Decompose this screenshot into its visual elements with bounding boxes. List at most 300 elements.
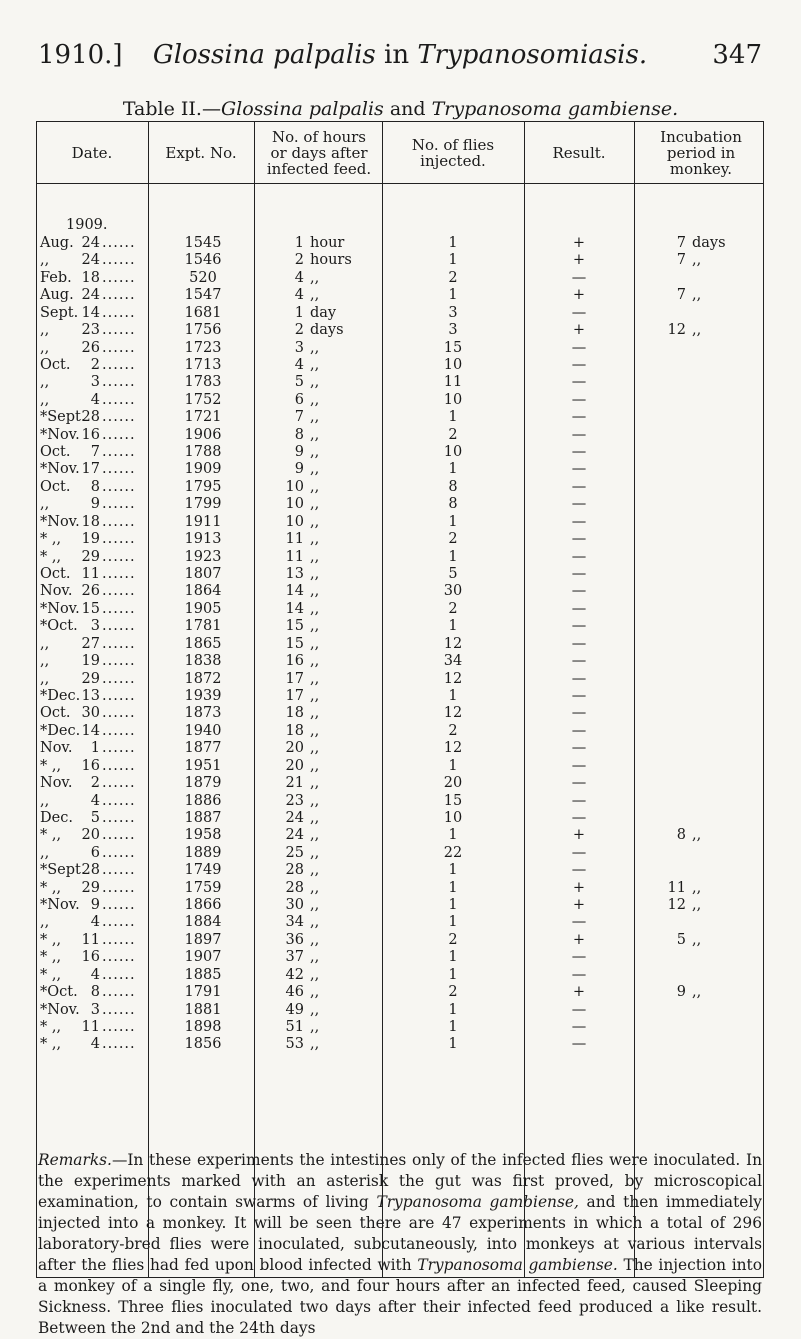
leader-dots: ...... — [102, 252, 136, 269]
table-row — [36, 862, 764, 879]
cell-result: — — [571, 966, 587, 983]
cell-result: — — [571, 548, 587, 565]
leader-dots: ...... — [102, 949, 136, 966]
cell-date — [40, 461, 148, 478]
cell-month: * ,, — [40, 1018, 62, 1035]
cell-hours-unit: hours — [310, 252, 352, 269]
cell-hours — [254, 723, 382, 740]
cell-hours-unit: ,, — [310, 269, 320, 286]
cell-flies: 1 — [448, 461, 458, 478]
cell-date — [40, 566, 148, 583]
cell-hours-number: 10 — [285, 478, 304, 495]
cell-date — [40, 252, 148, 269]
cell-date — [40, 897, 148, 914]
cell-hours-unit: ,, — [310, 897, 320, 914]
cell-day: 24 — [81, 287, 100, 304]
volume-year: 1910.] — [38, 40, 123, 70]
cell-incubation — [636, 932, 762, 949]
cell-date — [40, 723, 148, 740]
cell-hours — [254, 775, 382, 792]
cell-date — [40, 583, 148, 600]
cell-expt: 1865 — [184, 635, 222, 652]
cell-result: — — [571, 775, 587, 792]
cell-incubation — [636, 270, 762, 287]
running-title — [38, 40, 762, 70]
table-row — [36, 845, 764, 862]
table-row — [36, 914, 764, 931]
cell-hours-number: 8 — [294, 426, 304, 443]
leader-dots: ...... — [102, 705, 136, 722]
cell-month: *Oct. — [40, 984, 78, 1001]
cell-incubation — [636, 914, 762, 931]
leader-dots: ...... — [102, 235, 136, 251]
cell-date — [40, 758, 148, 775]
cell-expt: 1545 — [184, 235, 222, 251]
cell-month: ,, — [40, 653, 50, 670]
cell-incubation-number: 5 — [676, 931, 686, 948]
cell-hours — [254, 880, 382, 897]
table-row — [36, 653, 764, 670]
cell-expt: 1881 — [184, 1001, 222, 1018]
cell-hours-unit: ,, — [310, 356, 320, 373]
cell-day: 7 — [90, 444, 100, 461]
data-table — [36, 121, 764, 1309]
cell-hours-number: 13 — [285, 566, 304, 583]
cell-date — [40, 305, 148, 322]
cell-hours — [254, 827, 382, 844]
remarks-italic-2: Trypanosoma gambiense. — [417, 1256, 618, 1274]
header-flies: No. of flies injected. — [411, 136, 495, 170]
header-expt: Expt. No. — [165, 144, 237, 162]
cell-result: + — [572, 931, 586, 948]
cell-hours-number: 9 — [294, 461, 304, 478]
leader-dots: ...... — [102, 304, 136, 321]
cell-result: — — [571, 1036, 587, 1053]
leader-dots: ...... — [102, 1036, 136, 1053]
cell-hours-number: 36 — [285, 931, 304, 948]
cell-incubation — [636, 287, 762, 304]
cell-hours-unit: ,, — [310, 722, 320, 739]
cell-incubation — [636, 444, 762, 461]
cell-incubation — [636, 601, 762, 618]
cell-incubation — [636, 845, 762, 862]
cell-day: 19 — [81, 653, 100, 670]
leader-dots: ...... — [102, 478, 136, 495]
leader-dots: ...... — [102, 687, 136, 704]
table-row — [36, 740, 764, 757]
table-row — [36, 601, 764, 618]
cell-date — [40, 357, 148, 374]
cell-incubation-number: 7 — [676, 287, 686, 304]
cell-incubation — [636, 583, 762, 600]
cell-result: — — [571, 1001, 587, 1018]
cell-date — [40, 270, 148, 287]
cell-day: 29 — [81, 670, 100, 687]
leader-dots: ...... — [102, 461, 136, 478]
cell-incubation — [636, 1002, 762, 1019]
cell-incubation-unit: ,, — [692, 322, 702, 339]
cell-hours-number: 24 — [285, 827, 304, 844]
cell-expt: 1681 — [184, 304, 222, 321]
remarks-italic-1: Trypanosoma gambiense, — [376, 1193, 579, 1211]
table-row — [36, 880, 764, 897]
leader-dots: ...... — [102, 1001, 136, 1018]
cell-incubation — [636, 949, 762, 966]
cell-flies: 1 — [448, 914, 458, 931]
cell-result: — — [571, 461, 587, 478]
cell-result: — — [571, 513, 587, 530]
cell-flies: 1 — [448, 862, 458, 879]
cell-hours-number: 5 — [294, 374, 304, 391]
cell-month: Oct. — [40, 478, 71, 495]
cell-incubation — [636, 775, 762, 792]
cell-flies: 3 — [448, 322, 458, 339]
cell-hours — [254, 305, 382, 322]
table-row — [36, 1002, 764, 1019]
leader-dots: ...... — [102, 269, 136, 286]
cell-day: 24 — [81, 252, 100, 269]
table-row — [36, 409, 764, 426]
cell-hours-unit: ,, — [310, 531, 320, 548]
cell-incubation-unit: ,, — [692, 252, 702, 269]
cell-expt: 1723 — [184, 339, 222, 356]
cell-flies: 1 — [448, 235, 458, 251]
cell-date — [40, 287, 148, 304]
cell-incubation-unit: ,, — [692, 931, 702, 948]
cell-hours-number: 4 — [294, 356, 304, 373]
cell-flies: 2 — [448, 269, 458, 286]
cell-flies: 10 — [443, 444, 463, 461]
leader-dots: ...... — [102, 566, 136, 583]
cell-month: Oct. — [40, 444, 71, 461]
cell-hours-number: 9 — [294, 444, 304, 461]
cell-day: 11 — [81, 1018, 100, 1035]
cell-flies: 30 — [443, 583, 463, 600]
cell-flies: 1 — [448, 966, 458, 983]
cell-hours-number: 20 — [285, 757, 304, 774]
cell-result: — — [571, 792, 587, 809]
cell-hours — [254, 496, 382, 513]
cell-incubation — [636, 252, 762, 269]
leader-dots: ...... — [102, 897, 136, 914]
cell-expt: 1885 — [184, 966, 222, 983]
cell-expt: 1838 — [184, 653, 222, 670]
cell-hours — [254, 1036, 382, 1053]
cell-date — [40, 810, 148, 827]
cell-expt: 1911 — [184, 513, 222, 530]
cell-hours-unit: ,, — [310, 809, 320, 826]
cell-incubation-number: 7 — [676, 235, 686, 251]
cell-day: 29 — [81, 548, 100, 565]
cell-result: — — [571, 670, 587, 687]
cell-date — [40, 514, 148, 531]
cell-expt: 1795 — [184, 478, 222, 495]
table-row — [36, 461, 764, 478]
cell-expt: 1807 — [184, 566, 222, 583]
cell-expt: 1781 — [184, 618, 222, 635]
cell-hours-unit: ,, — [310, 931, 320, 948]
cell-hours — [254, 1002, 382, 1019]
cell-hours-unit: ,, — [310, 600, 320, 617]
cell-hours-number: 23 — [285, 792, 304, 809]
table-row — [36, 618, 764, 635]
cell-hours-unit: ,, — [310, 583, 320, 600]
cell-expt: 1889 — [184, 844, 222, 861]
remarks-text-1: —In these experiments the intestines only of the infected flies were inoculated. In the experiments marked with an asterisk the gut was first proved, by microscopical examination, to contain swarms of living — [38, 1151, 762, 1211]
cell-date — [40, 793, 148, 810]
cell-day: 16 — [81, 757, 100, 774]
cell-hours-unit: ,, — [310, 1036, 320, 1053]
cell-day: 13 — [81, 687, 100, 704]
cell-month: Oct. — [40, 705, 71, 722]
cell-hours — [254, 566, 382, 583]
remarks-text-3: The injection into a monkey of a single fly, one, two, and four hours after an infected feed, caused Sleeping Sickness. Three flies inoculated two days after their infected feed produced a like result. Between the 2nd and the 24th days — [38, 1256, 762, 1337]
cell-result: + — [572, 287, 586, 304]
cell-result: — — [571, 635, 587, 652]
cell-flies: 10 — [443, 356, 463, 373]
header-hours: No. of hours or days after infected feed. — [266, 128, 372, 178]
leader-dots: ...... — [102, 844, 136, 861]
table-title-prefix: Table II.— — [122, 98, 221, 120]
cell-result: + — [572, 897, 586, 914]
cell-hours-unit: ,, — [310, 705, 320, 722]
cell-hours-number: 17 — [285, 687, 304, 704]
cell-hours-unit: ,, — [310, 984, 320, 1001]
cell-month: Feb. — [40, 269, 72, 286]
cell-hours — [254, 671, 382, 688]
cell-hours — [254, 357, 382, 374]
cell-month: ,, — [40, 635, 50, 652]
cell-incubation-unit: ,, — [692, 287, 702, 304]
cell-hours — [254, 461, 382, 478]
cell-result: — — [571, 705, 587, 722]
cell-hours — [254, 862, 382, 879]
cell-hours-number: 16 — [285, 653, 304, 670]
table-row — [36, 723, 764, 740]
cell-hours-number: 11 — [285, 548, 304, 565]
cell-expt: 1791 — [184, 984, 222, 1001]
cell-result: — — [571, 409, 587, 426]
cell-hours-unit: ,, — [310, 566, 320, 583]
cell-result: + — [572, 322, 586, 339]
cell-date — [40, 235, 148, 252]
cell-hours — [254, 845, 382, 862]
leader-dots: ...... — [102, 374, 136, 391]
cell-flies: 1 — [448, 1001, 458, 1018]
cell-month: ,, — [40, 792, 50, 809]
cell-flies: 20 — [443, 775, 463, 792]
cell-flies: 34 — [443, 653, 463, 670]
cell-expt: 1872 — [184, 670, 222, 687]
cell-day: 16 — [81, 949, 100, 966]
cell-date — [40, 392, 148, 409]
leader-dots: ...... — [102, 792, 136, 809]
table-row — [36, 531, 764, 548]
table-row — [36, 252, 764, 269]
cell-date — [40, 671, 148, 688]
cell-result: + — [572, 252, 586, 269]
cell-expt: 1958 — [184, 827, 222, 844]
cell-result: — — [571, 740, 587, 757]
cell-incubation — [636, 479, 762, 496]
cell-month: Sept. — [40, 304, 79, 321]
cell-result: — — [571, 496, 587, 513]
cell-day: 15 — [81, 600, 100, 617]
cell-flies: 8 — [448, 478, 458, 495]
cell-expt: 1749 — [184, 862, 222, 879]
cell-date — [40, 549, 148, 566]
cell-hours-number: 30 — [285, 897, 304, 914]
cell-hours-unit: ,, — [310, 879, 320, 896]
cell-day: 26 — [81, 583, 100, 600]
table-row — [36, 758, 764, 775]
cell-hours-unit: ,, — [310, 513, 320, 530]
cell-day: 2 — [90, 356, 100, 373]
cell-flies: 10 — [443, 391, 463, 408]
cell-hours-number: 42 — [285, 966, 304, 983]
cell-day: 3 — [90, 1001, 100, 1018]
cell-expt: 1909 — [184, 461, 222, 478]
cell-month: * ,, — [40, 1036, 62, 1053]
cell-day: 4 — [90, 966, 100, 983]
cell-incubation — [636, 880, 762, 897]
cell-flies: 1 — [448, 618, 458, 635]
cell-month: *Nov. — [40, 426, 80, 443]
cell-day: 11 — [81, 566, 100, 583]
table-row — [36, 897, 764, 914]
cell-hours-number: 49 — [285, 1001, 304, 1018]
cell-date — [40, 967, 148, 984]
leader-dots: ...... — [102, 496, 136, 513]
leader-dots: ...... — [102, 583, 136, 600]
cell-hours — [254, 705, 382, 722]
cell-incubation — [636, 305, 762, 322]
cell-expt: 1752 — [184, 391, 222, 408]
cell-day: 27 — [81, 635, 100, 652]
leader-dots: ...... — [102, 322, 136, 339]
cell-day: 8 — [90, 478, 100, 495]
cell-month: ,, — [40, 496, 50, 513]
cell-date — [40, 932, 148, 949]
cell-month: * ,, — [40, 757, 62, 774]
table-row — [36, 374, 764, 391]
cell-flies: 2 — [448, 531, 458, 548]
header-incubation: Incubation period in monkey. — [660, 128, 742, 178]
cell-hours-unit: ,, — [310, 792, 320, 809]
cell-flies: 1 — [448, 513, 458, 530]
cell-hours-number: 2 — [294, 252, 304, 269]
table-row — [36, 479, 764, 496]
page-number: 347 — [712, 40, 762, 70]
cell-incubation-number: 9 — [676, 984, 686, 1001]
cell-result: — — [571, 339, 587, 356]
table-row — [36, 270, 764, 287]
cell-incubation-number: 8 — [676, 827, 686, 844]
leader-dots: ...... — [102, 775, 136, 792]
cell-incubation — [636, 740, 762, 757]
leader-dots: ...... — [102, 391, 136, 408]
cell-incubation — [636, 827, 762, 844]
leader-dots: ...... — [102, 444, 136, 461]
cell-result: + — [572, 235, 586, 251]
cell-hours-unit: ,, — [310, 740, 320, 757]
remarks-label: Remarks. — [38, 1151, 112, 1169]
cell-day: 3 — [90, 618, 100, 635]
cell-result: — — [571, 531, 587, 548]
table-body — [36, 217, 764, 1054]
cell-hours — [254, 914, 382, 931]
cell-month: * ,, — [40, 531, 62, 548]
table-row — [36, 967, 764, 984]
table-row — [36, 235, 764, 252]
cell-result: + — [572, 984, 586, 1001]
cell-month: Dec. — [40, 809, 73, 826]
cell-day: 4 — [90, 914, 100, 931]
table-row — [36, 705, 764, 722]
cell-hours — [254, 409, 382, 426]
cell-flies: 12 — [443, 740, 463, 757]
table-row — [36, 566, 764, 583]
cell-incubation — [636, 705, 762, 722]
cell-expt: 1756 — [184, 322, 222, 339]
cell-hours-unit: day — [310, 304, 337, 321]
table-title — [0, 98, 801, 120]
cell-hours-unit: ,, — [310, 391, 320, 408]
table-title-species: Glossina palpalis — [220, 98, 384, 120]
table-row — [36, 583, 764, 600]
table-row — [36, 305, 764, 322]
table-row — [36, 444, 764, 461]
cell-hours-unit: ,, — [310, 949, 320, 966]
cell-date — [40, 949, 148, 966]
cell-incubation — [636, 322, 762, 339]
cell-day: 28 — [81, 862, 100, 879]
cell-hours-number: 51 — [285, 1018, 304, 1035]
cell-incubation — [636, 514, 762, 531]
cell-hours — [254, 949, 382, 966]
cell-expt: 1788 — [184, 444, 222, 461]
cell-hours — [254, 688, 382, 705]
cell-date — [40, 1019, 148, 1036]
cell-day: 2 — [90, 775, 100, 792]
cell-incubation — [636, 636, 762, 653]
cell-month: *Nov. — [40, 600, 80, 617]
cell-flies: 1 — [448, 287, 458, 304]
cell-month: ,, — [40, 374, 50, 391]
cell-hours-unit: ,, — [310, 635, 320, 652]
cell-hours-number: 53 — [285, 1036, 304, 1053]
cell-expt: 1907 — [184, 949, 222, 966]
cell-month: Nov. — [40, 775, 73, 792]
cell-result: — — [571, 269, 587, 286]
cell-date — [40, 827, 148, 844]
cell-expt: 1873 — [184, 705, 222, 722]
leader-dots: ...... — [102, 653, 136, 670]
cell-flies: 22 — [443, 844, 463, 861]
cell-result: — — [571, 618, 587, 635]
table-row — [36, 984, 764, 1001]
cell-incubation — [636, 461, 762, 478]
cell-expt: 1546 — [184, 252, 222, 269]
cell-date — [40, 618, 148, 635]
cell-result: — — [571, 391, 587, 408]
cell-hours — [254, 252, 382, 269]
cell-incubation — [636, 549, 762, 566]
cell-hours-number: 11 — [285, 531, 304, 548]
table-title-and: and — [383, 98, 432, 120]
cell-flies: 1 — [448, 827, 458, 844]
cell-incubation — [636, 793, 762, 810]
